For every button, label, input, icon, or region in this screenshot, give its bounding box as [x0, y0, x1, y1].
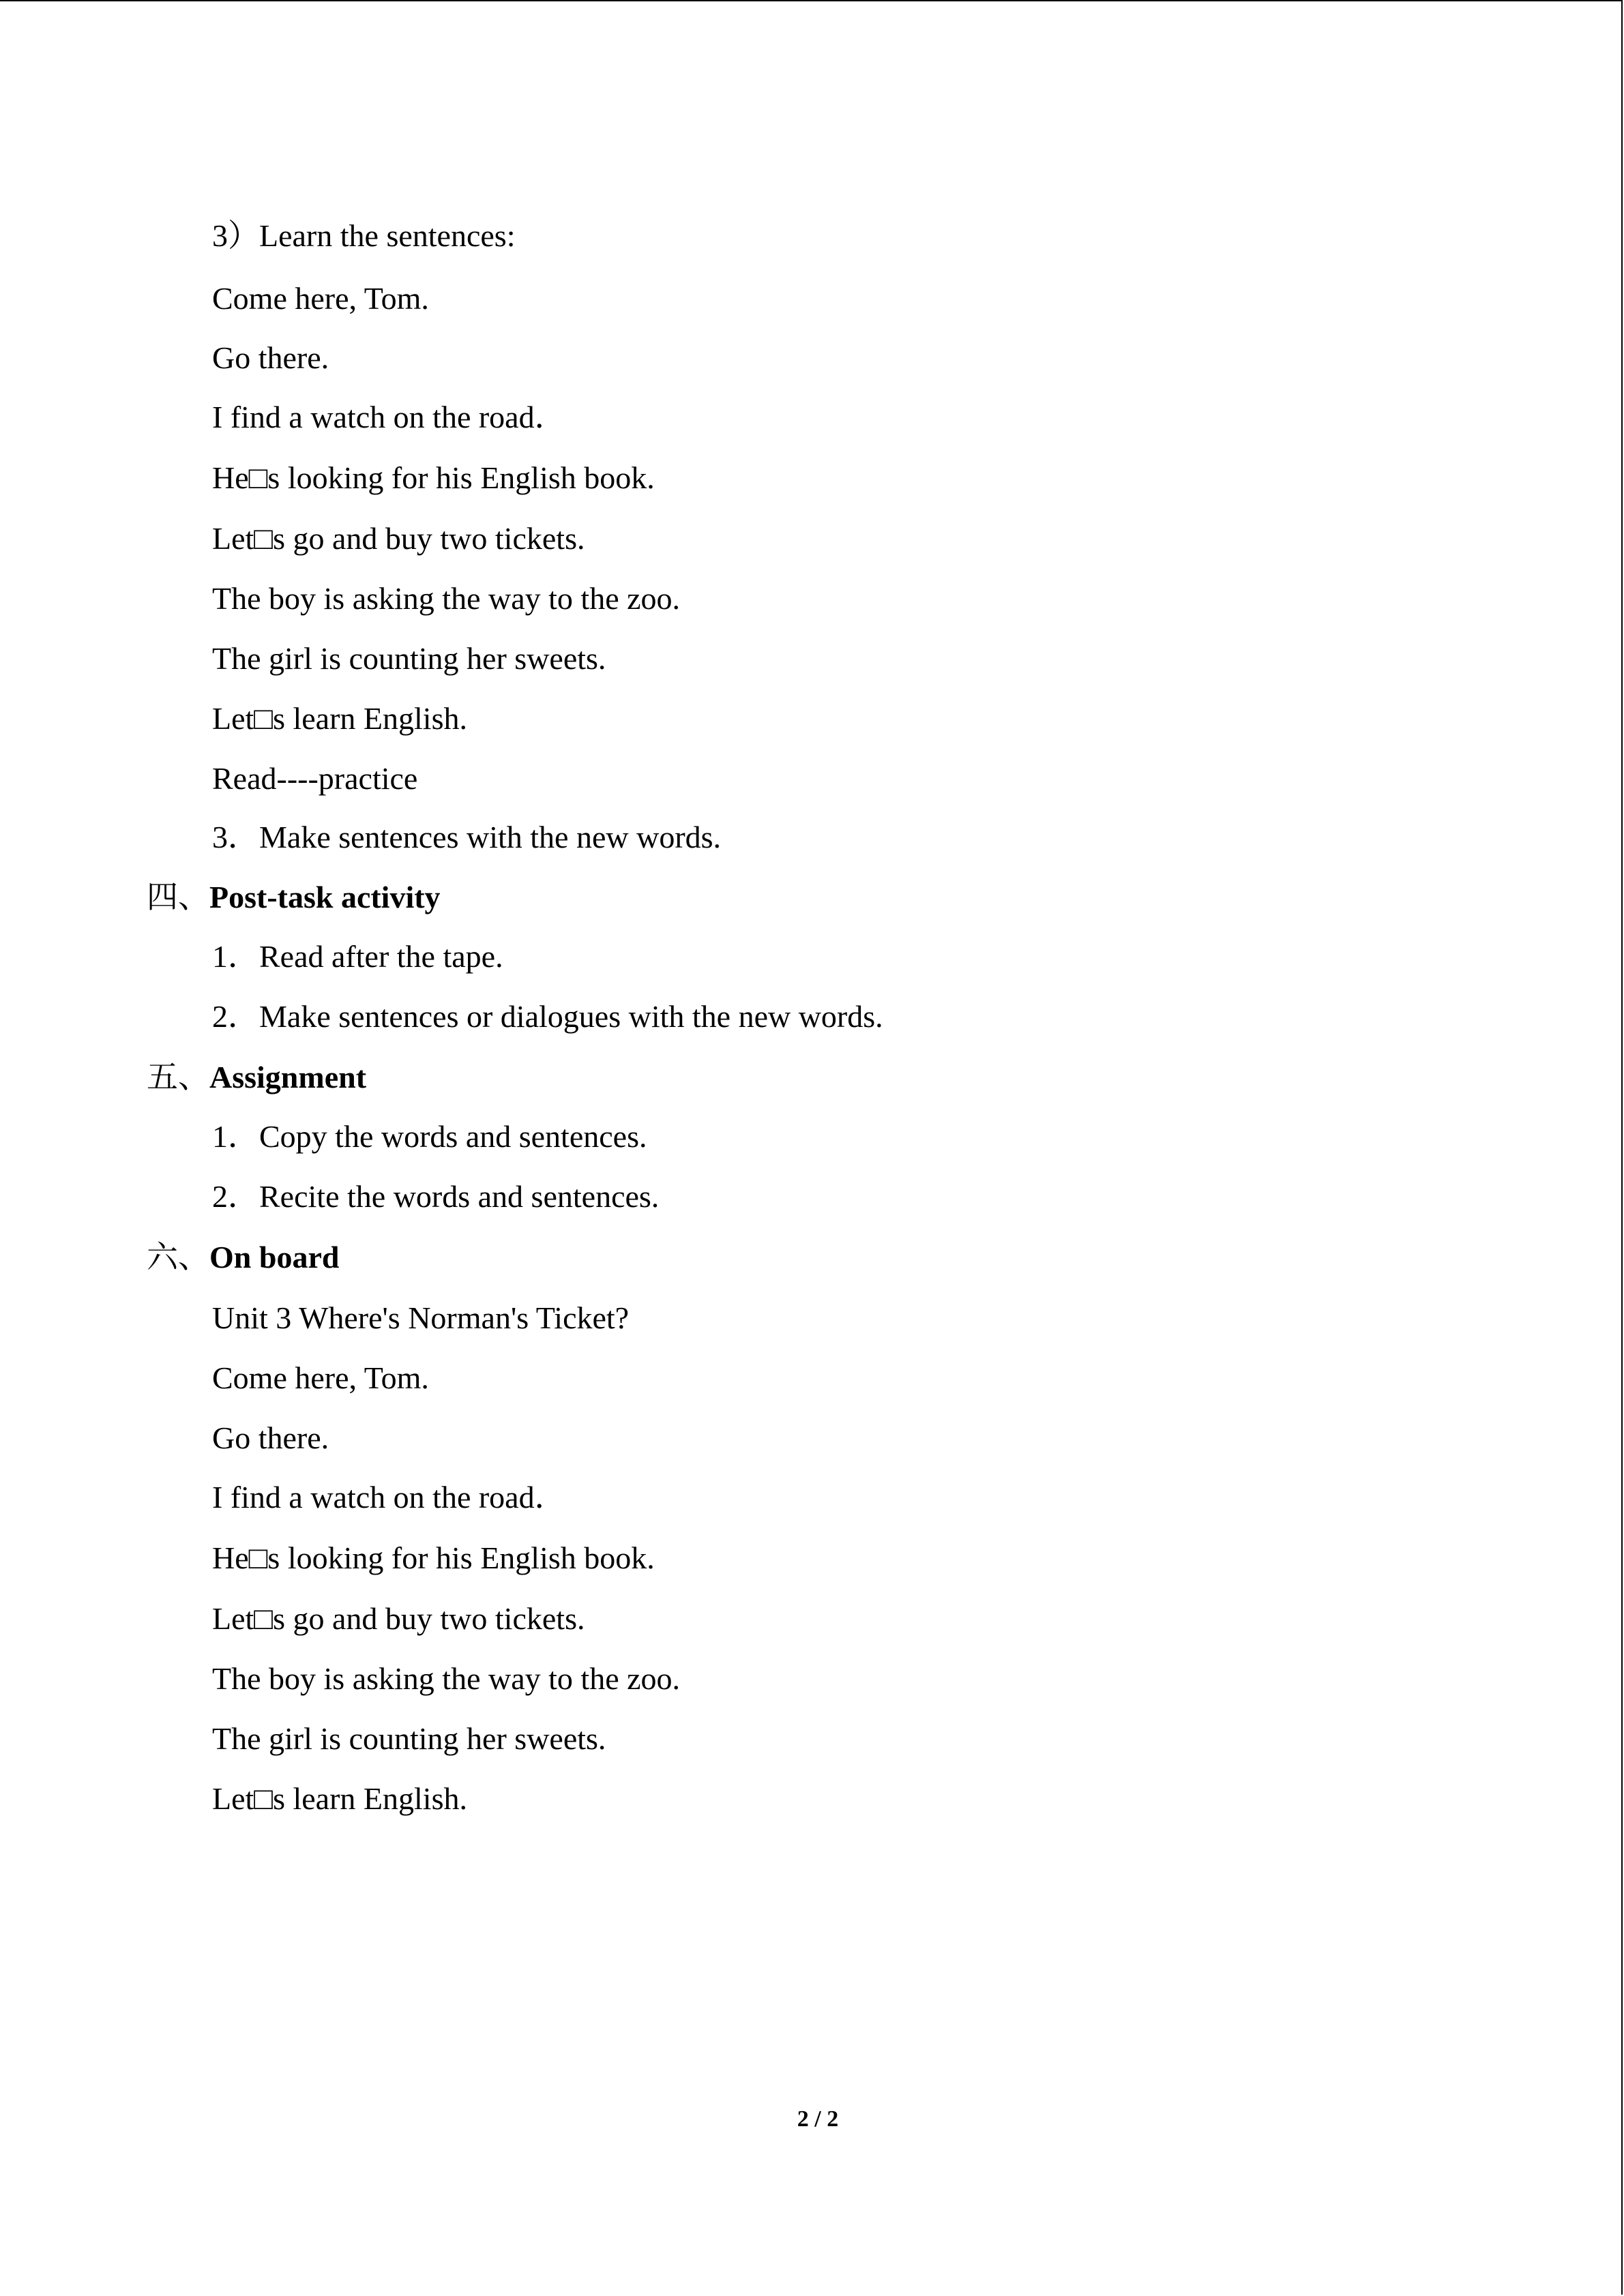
section-number: 六、 [147, 1238, 209, 1275]
sentence-line: He□s looking for his English book. [212, 460, 655, 495]
sentence-line: Go there. [212, 340, 329, 375]
list-item: 1．Copy the words and sentences. [212, 1119, 647, 1154]
on-board-heading [147, 1238, 339, 1277]
sentence-line: The girl is counting her sweets. [212, 641, 606, 676]
sentence-line: Let□s go and buy two tickets. [212, 521, 585, 556]
board-line: Let□s learn English. [212, 1781, 467, 1816]
post-task-heading [147, 878, 441, 916]
board-line: He□s looking for his English book. [212, 1540, 655, 1575]
board-line: The boy is asking the way to the zoo. [212, 1661, 681, 1696]
board-line: Come here, Tom. [212, 1360, 429, 1395]
board-line: I find a watch on the road． [212, 1480, 566, 1515]
list-item: 1．Read after the tape. [212, 939, 503, 974]
sentence-line: The boy is asking the way to the zoo. [212, 581, 681, 616]
make-sentences-item: 3．Make sentences with the new words. [212, 820, 722, 854]
practice-line: Read----practice [212, 761, 418, 796]
assignment-heading [147, 1058, 366, 1097]
board-line: The girl is counting her sweets. [212, 1721, 606, 1756]
sentence-line: Let□s learn English. [212, 701, 467, 736]
section-number: 五、 [147, 1058, 209, 1095]
list-item: 2．Recite the words and sentences. [212, 1179, 660, 1214]
section-title: Assignment [209, 1060, 367, 1094]
section-title: Post-task activity [209, 880, 441, 914]
board-line: Let□s go and buy two tickets. [212, 1601, 585, 1636]
section-title: On board [209, 1240, 340, 1274]
sentence-line: I find a watch on the road． [212, 400, 566, 434]
board-line: Go there. [212, 1420, 329, 1455]
list-item: 2．Make sentences or dialogues with the new words. [212, 999, 883, 1034]
section-number: 四、 [147, 878, 209, 915]
page-number: 2 / 2 [797, 2106, 839, 2132]
learn-sentences-subheading: 3）Learn the sentences: [212, 218, 516, 253]
sentence-line: Come here, Tom. [212, 281, 429, 316]
board-unit-title: Unit 3 Where's Norman's Ticket? [212, 1300, 630, 1335]
